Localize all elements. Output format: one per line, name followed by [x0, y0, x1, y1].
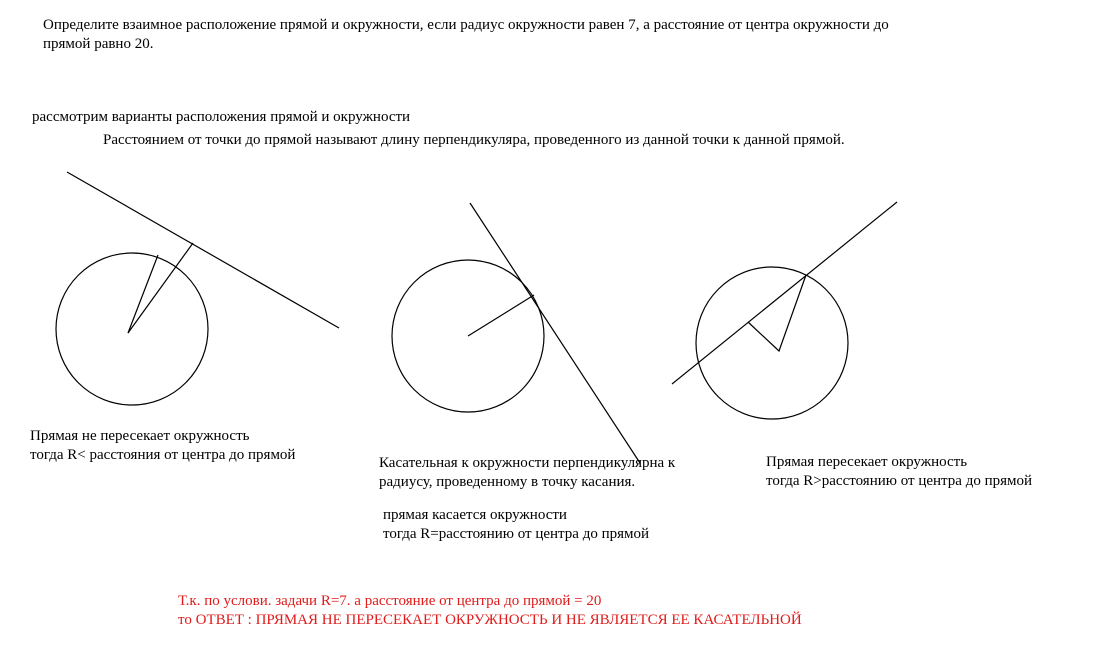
- perpendicular-and-radius-3: [748, 275, 806, 351]
- case-3-line-1: Прямая пересекает окружность: [766, 454, 968, 470]
- case-2-note-1: Касательная к окружности перпендикулярна к: [379, 455, 676, 471]
- case-2-line-2: тогда R=расстоянию от центра до прямой: [383, 526, 650, 542]
- problem-line-1: Определите взаимное расположение прямой и окружности, если радиус окружности равен 7, а расстояние от центра окружности до: [43, 17, 889, 33]
- intro-text: рассмотрим варианты расположения прямой и окружности: [32, 109, 411, 125]
- answer-text: то ОТВЕТ : ПРЯМАЯ НЕ ПЕРЕСЕКАЕТ ОКРУЖНОСТЬ И НЕ ЯВЛЯЕТСЯ ЕЕ КАСАТЕЛЬНОЙ: [178, 612, 802, 628]
- case-3-line-2: тогда R>расстоянию от центра до прямой: [766, 473, 1033, 489]
- secant-line: [672, 202, 897, 384]
- diagram-secant: [672, 202, 897, 419]
- case-2-line-1: прямая касается окружности: [383, 507, 567, 523]
- radius-2: [468, 295, 534, 336]
- conclusion-line-1: Т.к. по услови. задачи R=7. а расстояние от центра до прямой = 20: [178, 593, 602, 609]
- circle-3: [696, 267, 848, 419]
- tangent-line: [470, 203, 640, 463]
- case-1-line-1: Прямая не пересекает окружность: [30, 428, 250, 444]
- perpendicular-1: [128, 243, 193, 333]
- diagram-no-intersection: [56, 172, 339, 405]
- definition-text: Расстоянием от точки до прямой называют длину перпендикуляра, проведенного из данной точки к данной прямой.: [103, 132, 845, 148]
- line-1: [67, 172, 339, 328]
- case-1-line-2: тогда R< расстояния от центра до прямой: [30, 447, 296, 463]
- radius-1: [128, 255, 158, 333]
- circle-1: [56, 253, 208, 405]
- problem-line-2: прямой равно 20.: [43, 36, 154, 52]
- case-2-note-2: радиусу, проведенному в точку касания.: [379, 474, 636, 490]
- diagram-tangent: [392, 203, 640, 463]
